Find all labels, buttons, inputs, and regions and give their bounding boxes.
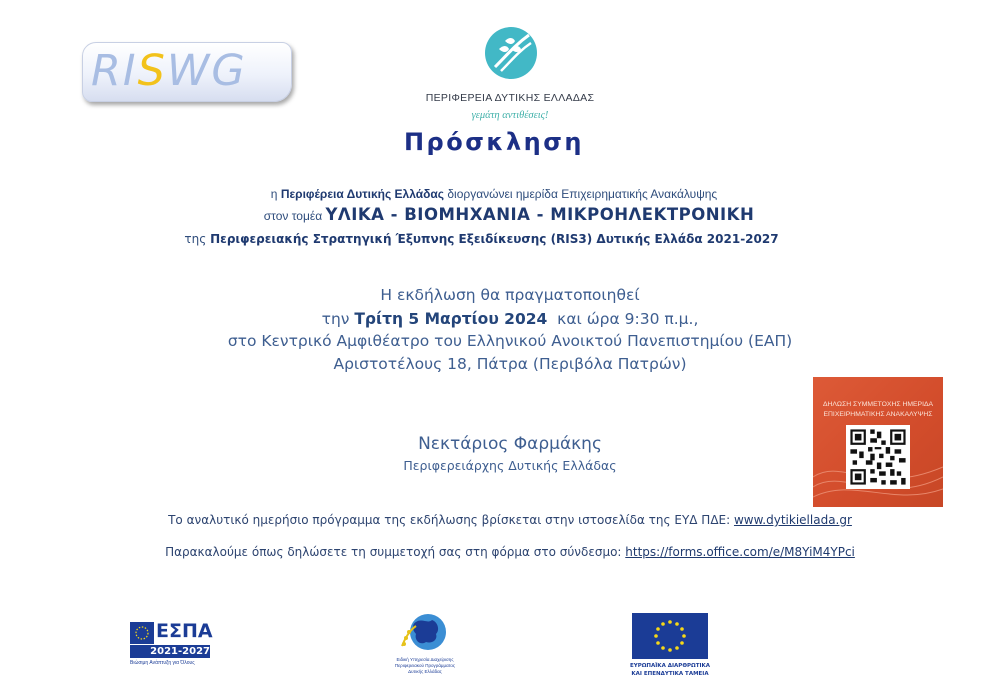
signatory-name: Νεκτάριος Φαρμάκης: [418, 434, 602, 454]
intro-line-2: στον τομέα ΥΛΙΚΑ - ΒΙΟΜΗΧΑΝΙΑ - ΜΙΚΡΟΗΛΕΚΤΡΟΝΙΚΗ: [263, 205, 755, 224]
eu-funds-text: ΕΥΡΩΠΑΪΚΑ ΔΙΑΡΘΡΩΤΙΚΑ ΚΑΙ ΕΠΕΝΔΥΤΙΚΑ ΤΑΜΕΙΑ: [629, 663, 711, 677]
region-emblem-icon: [485, 27, 537, 79]
programme-info: Το αναλυτικό ημερήσιο πρόγραμμα της εκδήλωσης βρίσκεται στην ιστοσελίδα της ΕΥΔ ΠΔΕ: www.dytikiellada.gr: [168, 513, 852, 527]
espa-title: ΕΣΠΑ: [156, 620, 213, 642]
eu-flag-mini-icon: [130, 622, 154, 644]
intro-line-3: της Περιφερειακής Στρατηγική Έξυπνης Εξειδίκευσης (RIS3) Δυτικής Ελλάδα 2021-2027: [184, 232, 779, 246]
event-venue: στο Κεντρικό Αμφιθέατρο του Ελληνικού Ανοικτού Πανεπιστημίου (ΕΑΠ): [227, 332, 793, 350]
region-slogan: γεμάτη αντιθέσεις!: [471, 110, 549, 121]
event-date: την Τρίτη 5 Μαρτίου 2024 και ώρα 9:30 π.μ.,: [321, 310, 699, 328]
map-emblem-icon: [398, 612, 450, 656]
espa-logo: [130, 620, 213, 670]
espa-tagline: Βιώσιμη Ανάπτυξη για Όλους: [130, 660, 195, 666]
qr-code-icon[interactable]: [846, 425, 910, 489]
registration-link[interactable]: https://forms.office.com/e/M8YiM4YPci: [625, 545, 855, 559]
intro-line-1: η Περιφέρεια Δυτικής Ελλάδας διοργανώνει ημερίδα Επιχειρηματικής Ανακάλυψης: [270, 187, 718, 201]
registration-info: Παρακαλούμε όπως δηλώσετε τη συμμετοχή σας στη φόρμα στο σύνδεσμο: https://forms.office.com/e/M8YiM4YPci: [165, 545, 855, 559]
riswg-logo: [82, 42, 292, 102]
management-authority-logo: [392, 612, 458, 677]
page-title: Πρόσκληση: [403, 128, 585, 156]
eu-funds-logo: [631, 613, 709, 677]
espa-years: 2021-2027: [130, 645, 210, 658]
riswg-logo-text: RISWG: [91, 46, 247, 96]
eu-flag-icon: [632, 613, 708, 659]
qr-registration-panel: [813, 377, 943, 507]
programme-link[interactable]: www.dytikiellada.gr: [733, 513, 852, 527]
management-authority-text: Ειδική Υπηρεσία Διαχείρισης Περιφερειακού Προγράμματος Δυτικής Ελλάδας: [394, 657, 456, 674]
event-address: Αριστοτέλους 18, Πάτρα (Περιβόλα Πατρών): [333, 355, 687, 373]
region-name: ΠΕΡΙΦΕΡΕΙΑ ΔΥΤΙΚΗΣ ΕΛΛΑΔΑΣ: [425, 92, 595, 104]
event-intro: Η εκδήλωση θα πραγματοποιηθεί: [380, 286, 640, 304]
signatory-role: Περιφερειάρχης Δυτικής Ελλάδας: [403, 458, 617, 473]
qr-label: ΔΗΛΩΣΗ ΣΥΜΜΕΤΟΧΗΣ ΗΜΕΡΙΔΑ ΕΠΙΧΕΙΡΗΜΑΤΙΚΗΣ ΑΝΑΚΑΛΥΨΗΣ: [822, 401, 934, 418]
